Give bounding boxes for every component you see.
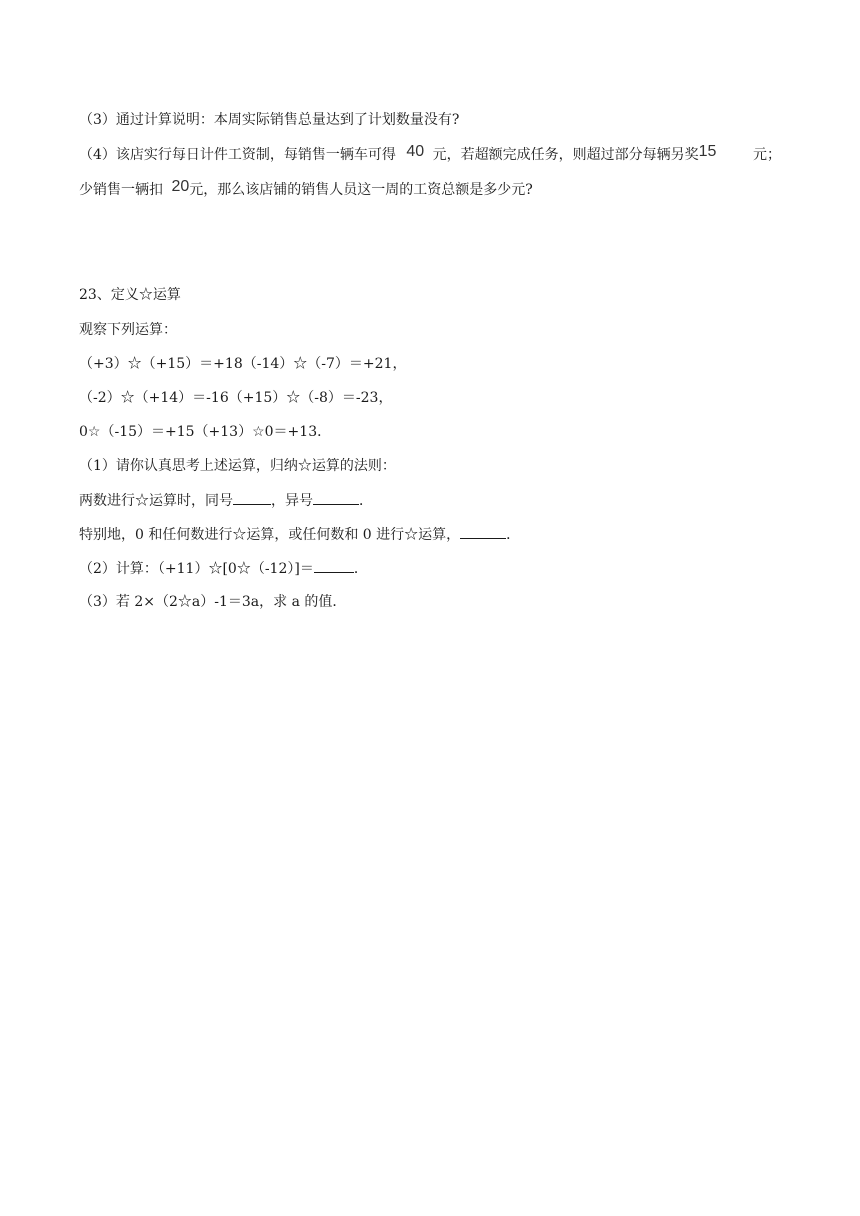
q22-part3	[79, 110, 459, 130]
value-15: 15	[698, 143, 717, 160]
same-sign-blank[interactable]	[233, 490, 271, 505]
rule-text-b: ，异号	[271, 493, 313, 509]
q23-observe: 观察下列运算：	[79, 322, 177, 338]
part2-text-b: ．	[353, 561, 368, 577]
q22-part4-text-c: 元；	[753, 147, 781, 163]
q23-title: 23、定义☆运算	[79, 287, 181, 303]
q22-part4-text-b: 元，若超额完成任务，则超过部分每辆另奖	[432, 147, 699, 163]
q22-part4-text-a: （4）该店实行每日计件工资制，每销售一辆车可得	[79, 147, 396, 163]
rule-text-c: ．	[359, 493, 373, 509]
q22-part3-text: （3）通过计算说明：本周实际销售总量达到了计划数量没有?	[79, 112, 460, 128]
q22-part4-text-d: 少销售一辆扣	[79, 182, 163, 198]
zero-rule-blank[interactable]	[460, 524, 506, 539]
q22-part4-line1	[79, 145, 781, 165]
value-40: 40	[406, 143, 425, 160]
value-20: 20	[171, 178, 190, 195]
q23-example-2: （-2）☆（+14）＝-16（+15）☆（-8）＝-23，	[79, 390, 393, 406]
special-text-b: ．	[506, 527, 521, 543]
q23-part3: （3）若 2×（2☆a）-1＝3a，求 a 的值．	[79, 594, 347, 610]
q23-rule-line	[79, 490, 373, 511]
q22-part4-text-e: 元，那么该店铺的销售人员这一周的工资总额是多少元?	[189, 182, 533, 198]
q23-example-1: （+3）☆（+15）＝+18（-14）☆（-7）＝+21，	[79, 356, 407, 372]
q23-example-3: 0☆（-15）＝+15（+13）☆0＝+13．	[79, 424, 332, 440]
part2-text-a: （2）计算：（+11）☆[0☆（-12）]＝	[79, 561, 314, 577]
special-text-a: 特别地，0 和任何数进行☆运算，或任何数和 0 进行☆运算，	[79, 527, 461, 543]
q23-part1: （1）请你认真思考上述运算，归纳☆运算的法则：	[79, 458, 396, 474]
rule-text-a: 两数进行☆运算时，同号	[79, 493, 233, 509]
q23-part2	[79, 558, 368, 579]
opposite-sign-blank[interactable]	[313, 490, 359, 505]
q22-part4-line2	[79, 180, 533, 200]
compute-answer-blank[interactable]	[314, 558, 354, 573]
q23-special-line	[79, 524, 520, 545]
